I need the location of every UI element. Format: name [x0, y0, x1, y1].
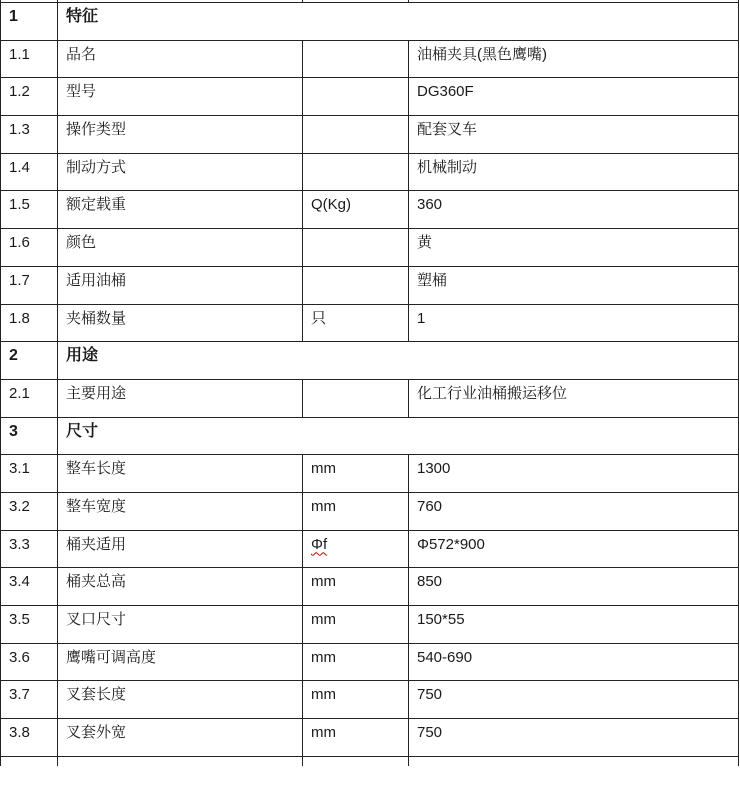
value-cell: 化工行业油桶搬运移位: [409, 379, 739, 417]
label-cell: 操作类型: [58, 116, 303, 154]
table-row: [1, 643, 739, 681]
table-row: [1, 78, 739, 116]
row-number-cell: 3.4: [1, 568, 58, 606]
label-cell: 主要用途: [58, 379, 303, 417]
label-cell: 型号: [58, 78, 303, 116]
row-number-cell: 3.6: [1, 643, 58, 681]
value-cell: 540-690: [409, 643, 739, 681]
value-cell: Φ572*900: [409, 530, 739, 568]
table-row: [1, 455, 739, 493]
unit-cell: [303, 568, 409, 606]
unit-text: mm: [311, 573, 336, 591]
label-cell: 桶夹总高: [58, 568, 303, 606]
value-cell: 配套叉车: [409, 116, 739, 154]
unit-cell: [303, 606, 409, 644]
table-row: [1, 492, 739, 530]
label-cell: 鹰嘴可调高度: [58, 643, 303, 681]
unit-cell: [303, 304, 409, 342]
empty-cell: [409, 756, 739, 766]
unit-cell: [303, 266, 409, 304]
unit-cell: [303, 643, 409, 681]
table-row: [1, 379, 739, 417]
row-number-cell: 3.5: [1, 606, 58, 644]
row-number-cell: 3.8: [1, 719, 58, 757]
unit-text: Φf: [311, 535, 328, 553]
label-cell: 叉套外宽: [58, 719, 303, 757]
unit-cell: [303, 455, 409, 493]
section-row: [1, 3, 739, 41]
table-row: [1, 266, 739, 304]
table-row: [1, 40, 739, 78]
unit-cell: [303, 229, 409, 267]
table-row: [1, 304, 739, 342]
label-cell: 整车宽度: [58, 492, 303, 530]
table-row: [1, 719, 739, 757]
row-number-cell: 3.2: [1, 492, 58, 530]
clipped-row-bottom: [1, 756, 739, 766]
unit-cell: [303, 116, 409, 154]
value-cell: 黄: [409, 229, 739, 267]
section-number-cell: 1: [1, 3, 58, 41]
section-row: [1, 417, 739, 455]
row-number-cell: 3.1: [1, 455, 58, 493]
label-cell: 整车长度: [58, 455, 303, 493]
section-row: [1, 342, 739, 380]
unit-text: mm: [311, 497, 336, 515]
value-cell: 1300: [409, 455, 739, 493]
row-number-cell: 1.4: [1, 153, 58, 191]
empty-cell: [1, 756, 58, 766]
section-label-cell: 尺寸: [58, 417, 739, 455]
label-cell: 叉套长度: [58, 681, 303, 719]
table-row: [1, 116, 739, 154]
value-cell: 850: [409, 568, 739, 606]
row-number-cell: 1.5: [1, 191, 58, 229]
row-number-cell: 1.1: [1, 40, 58, 78]
empty-cell: [58, 756, 303, 766]
row-number-cell: 1.7: [1, 266, 58, 304]
unit-cell: [303, 492, 409, 530]
section-number-cell: 3: [1, 417, 58, 455]
row-number-cell: 3.7: [1, 681, 58, 719]
label-cell: 额定载重: [58, 191, 303, 229]
label-cell: 制动方式: [58, 153, 303, 191]
table-row: [1, 681, 739, 719]
label-cell: 桶夹适用: [58, 530, 303, 568]
value-cell: 760: [409, 492, 739, 530]
unit-text: Q(Kg): [311, 196, 352, 214]
row-number-cell: 1.8: [1, 304, 58, 342]
section-number-cell: 2: [1, 342, 58, 380]
spec-table-body: [1, 0, 739, 766]
unit-cell: [303, 681, 409, 719]
value-cell: 油桶夹具(黑色鹰嘴): [409, 40, 739, 78]
table-row: [1, 568, 739, 606]
label-cell: 夹桶数量: [58, 304, 303, 342]
value-cell: 1: [409, 304, 739, 342]
unit-text: mm: [311, 724, 336, 742]
unit-cell: [303, 379, 409, 417]
unit-text: 只: [311, 309, 327, 327]
unit-cell: [303, 719, 409, 757]
unit-cell: [303, 153, 409, 191]
row-number-cell: 1.6: [1, 229, 58, 267]
row-number-cell: 2.1: [1, 379, 58, 417]
row-number-cell: 1.3: [1, 116, 58, 154]
unit-text: mm: [311, 460, 336, 478]
label-cell: 品名: [58, 40, 303, 78]
unit-text: mm: [311, 648, 336, 666]
value-cell: 750: [409, 719, 739, 757]
table-row: [1, 606, 739, 644]
unit-cell: [303, 191, 409, 229]
row-number-cell: 3.3: [1, 530, 58, 568]
table-row: [1, 229, 739, 267]
label-cell: 适用油桶: [58, 266, 303, 304]
unit-text: mm: [311, 686, 336, 704]
unit-cell: [303, 530, 409, 568]
table-row: [1, 191, 739, 229]
value-cell: 750: [409, 681, 739, 719]
label-cell: 叉口尺寸: [58, 606, 303, 644]
section-label-cell: 用途: [58, 342, 739, 380]
table-row: [1, 153, 739, 191]
label-cell: 颜色: [58, 229, 303, 267]
row-number-cell: 1.2: [1, 78, 58, 116]
empty-cell: [303, 756, 409, 766]
section-label-cell: 特征: [58, 3, 739, 41]
unit-cell: [303, 40, 409, 78]
value-cell: DG360F: [409, 78, 739, 116]
unit-text: mm: [311, 611, 336, 628]
table-row: [1, 530, 739, 568]
value-cell: 塑桶: [409, 266, 739, 304]
value-cell: 机械制动: [409, 153, 739, 191]
value-cell: 360: [409, 191, 739, 229]
unit-cell: [303, 78, 409, 116]
value-cell: 150*55: [409, 606, 739, 644]
